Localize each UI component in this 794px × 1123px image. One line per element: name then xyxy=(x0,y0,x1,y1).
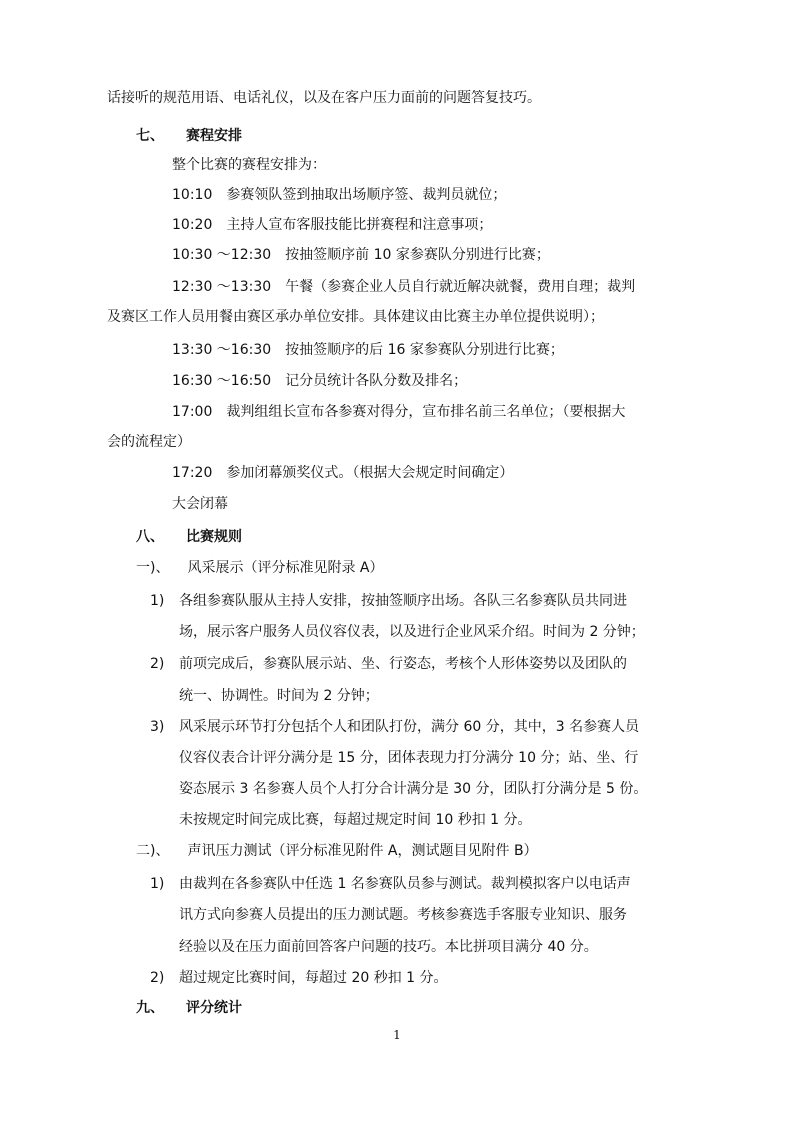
schedule-item: 10:10 参赛领队签到抽取出场顺序签、裁判员就位； xyxy=(172,187,507,203)
schedule-item: 13:30 ～16:30 按抽签顺序的后 16 家参赛队分别进行比赛； xyxy=(172,342,564,358)
list-item-line: 前项完成后，参赛队展示站、坐、行姿态，考核个人形体姿势以及团队的 xyxy=(179,656,627,672)
subsection-title: 声讯压力测试（评分标准见附件 A，测试题目见附件 B） xyxy=(187,843,538,859)
list-item-number: 1) xyxy=(150,593,165,609)
list-item-line: 超过规定比赛时间，每超过 20 秒扣 1 分。 xyxy=(179,970,448,986)
section-title: 赛程安排 xyxy=(186,128,242,144)
list-item-number: 3) xyxy=(150,719,165,735)
section-7-heading xyxy=(136,126,242,146)
subsection-title: 风采展示（评分标准见附录 A） xyxy=(187,560,384,576)
schedule-item: 10:30 ～12:30 按抽签顺序前 10 家参赛队分别进行比赛； xyxy=(172,247,550,263)
section-number: 七、 xyxy=(136,128,164,144)
list-item-line: 各组参赛队服从主持人安排，按抽签顺序出场。各队三名参赛队员共同进 xyxy=(179,593,627,609)
section-9-heading xyxy=(136,998,242,1018)
schedule-item: 12:30 ～13:30 午餐（参赛企业人员自行就近解决就餐，费用自理；裁判 xyxy=(172,279,636,295)
list-item-line: 未按规定时间完成比赛，每超过规定时间 10 秒扣 1 分。 xyxy=(179,812,532,828)
list-item-line: 场，展示客户服务人员仪容仪表，以及进行企业风采介绍。时间为 2 分钟； xyxy=(179,624,645,640)
list-item-line: 讯方式向参赛人员提出的压力测试题。考核参赛选手客服专业知识、服务 xyxy=(179,907,627,923)
schedule-item-continuation: 及赛区工作人员用餐由赛区承办单位安排。具体建议由比赛主办单位提供说明）； xyxy=(107,309,604,325)
subsection-number: 一)、 xyxy=(136,560,170,576)
section-number: 八、 xyxy=(136,529,164,545)
list-item-line: 风采展示环节打分包括个人和团队打份，满分 60 分，其中，3 名参赛人员 xyxy=(179,719,640,735)
list-item-line: 仪容仪表合计评分满分是 15 分，团体表现力打分满分 10 分；站、坐、行 xyxy=(179,750,639,766)
section-8-heading xyxy=(136,527,242,547)
schedule-item: 17:20 参加闭幕颁奖仪式。（根据大会规定时间确定） xyxy=(172,465,514,481)
list-item-line: 统一、协调性。时间为 2 分钟； xyxy=(179,688,379,704)
paragraph-line: 话接听的规范用语、电话礼仪，以及在客户压力面前的问题答复技巧。 xyxy=(107,90,541,106)
section-title: 评分统计 xyxy=(186,1000,242,1016)
list-item-number: 1) xyxy=(150,876,165,892)
schedule-item: 大会闭幕 xyxy=(172,496,228,512)
list-item-line: 由裁判在各参赛队中任选 1 名参赛队员参与测试。裁判模拟客户以电话声 xyxy=(179,876,631,892)
subsection-1-heading xyxy=(136,558,384,578)
subsection-number: 二)、 xyxy=(136,843,170,859)
page-number: 1 xyxy=(393,1028,401,1042)
schedule-lead: 整个比赛的赛程安排为： xyxy=(172,157,326,173)
subsection-2-heading xyxy=(136,841,538,861)
list-item-number: 2) xyxy=(150,970,165,986)
schedule-item: 16:30 ～16:50 记分员统计各队分数及排名； xyxy=(172,373,468,389)
list-item-line: 姿态展示 3 名参赛人员个人打分合计满分是 30 分，团队打分满分是 5 份。 xyxy=(179,781,648,797)
schedule-item-continuation: 会的流程定） xyxy=(107,434,191,450)
list-item-number: 2) xyxy=(150,656,165,672)
list-item-line: 经验以及在压力面前回答客户问题的技巧。本比拼项目满分 40 分。 xyxy=(179,939,598,955)
schedule-item: 17:00 裁判组组长宣布各参赛对得分，宣布排名前三名单位；（要根据大 xyxy=(172,404,626,420)
section-title: 比赛规则 xyxy=(186,529,242,545)
schedule-item: 10:20 主持人宣布客服技能比拼赛程和注意事项； xyxy=(172,217,493,233)
section-number: 九、 xyxy=(136,1000,164,1016)
